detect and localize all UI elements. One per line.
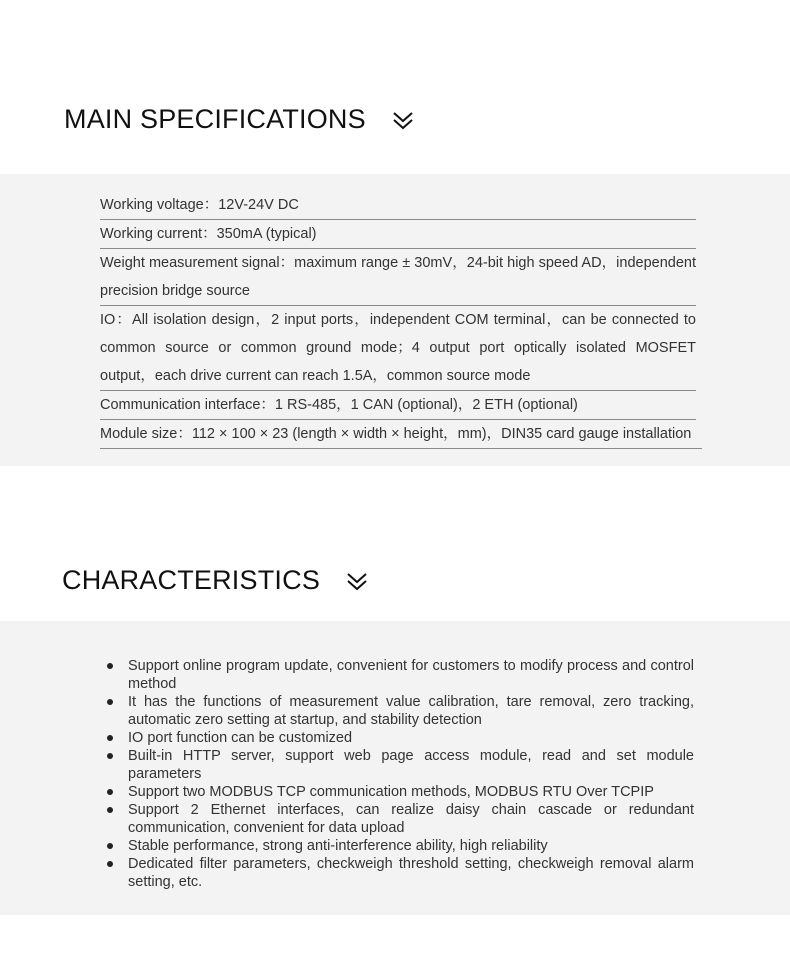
specifications-title: MAIN SPECIFICATIONS xyxy=(64,104,366,134)
spec-item-io: IO：All isolation design，2 input ports，independent COM terminal，can be connected to common source or common ground mode；4 output port optically isolated MOSFET output，each drive current can reach 1.5A，common source mode xyxy=(100,306,696,391)
bullet-icon xyxy=(107,663,113,669)
characteristic-text: It has the functions of measurement value calibration, tare removal, zero tracking, automatic zero setting at startup, and stability detection xyxy=(128,694,694,728)
spec-item-communication: Communication interface：1 RS-485，1 CAN (optional)，2 ETH (optional) xyxy=(100,391,696,420)
characteristic-text: Support online program update, convenient for customers to modify process and control method xyxy=(128,658,694,692)
bullet-icon xyxy=(107,699,113,705)
double-chevron-down-icon xyxy=(392,110,414,130)
bullet-icon xyxy=(107,735,113,741)
characteristics-title: CHARACTERISTICS xyxy=(62,565,321,595)
bullet-icon xyxy=(107,753,113,759)
list-item xyxy=(100,837,694,855)
characteristics-heading xyxy=(62,565,368,596)
double-chevron-down-icon xyxy=(346,571,368,591)
spec-item-current: Working current：350mA (typical) xyxy=(100,220,696,249)
specifications-list xyxy=(100,191,696,449)
characteristic-text: Dedicated filter parameters, checkweigh threshold setting, checkweigh removal alarm setting, etc. xyxy=(128,856,694,890)
spec-item-module-size: Module size：112 × 100 × 23 (length × width × height，mm)，DIN35 card gauge installation xyxy=(100,420,702,449)
characteristic-text: Built-in HTTP server, support web page access module, read and set module parameters xyxy=(128,748,694,782)
list-item xyxy=(100,729,694,747)
list-item xyxy=(100,801,694,837)
bullet-icon xyxy=(107,807,113,813)
list-item xyxy=(100,747,694,783)
characteristic-text: Support two MODBUS TCP communication methods, MODBUS RTU Over TCPIP xyxy=(128,784,654,800)
bullet-icon xyxy=(107,861,113,867)
characteristic-text: IO port function can be customized xyxy=(128,730,353,746)
spec-item-weight-signal: Weight measurement signal：maximum range ± 30mV，24-bit high speed AD，independent precision bridge source xyxy=(100,249,696,306)
list-item xyxy=(100,657,694,693)
specifications-heading xyxy=(64,104,414,135)
characteristic-text: Stable performance, strong anti-interference ability, high reliability xyxy=(128,838,548,854)
characteristics-list xyxy=(100,657,694,891)
bullet-icon xyxy=(107,789,113,795)
list-item xyxy=(100,693,694,729)
list-item xyxy=(100,855,694,891)
spec-item-voltage: Working voltage：12V-24V DC xyxy=(100,191,696,220)
characteristic-text: Support 2 Ethernet interfaces, can realize daisy chain cascade or redundant communication, convenient for data upload xyxy=(128,802,694,836)
list-item xyxy=(100,783,694,801)
bullet-icon xyxy=(107,843,113,849)
